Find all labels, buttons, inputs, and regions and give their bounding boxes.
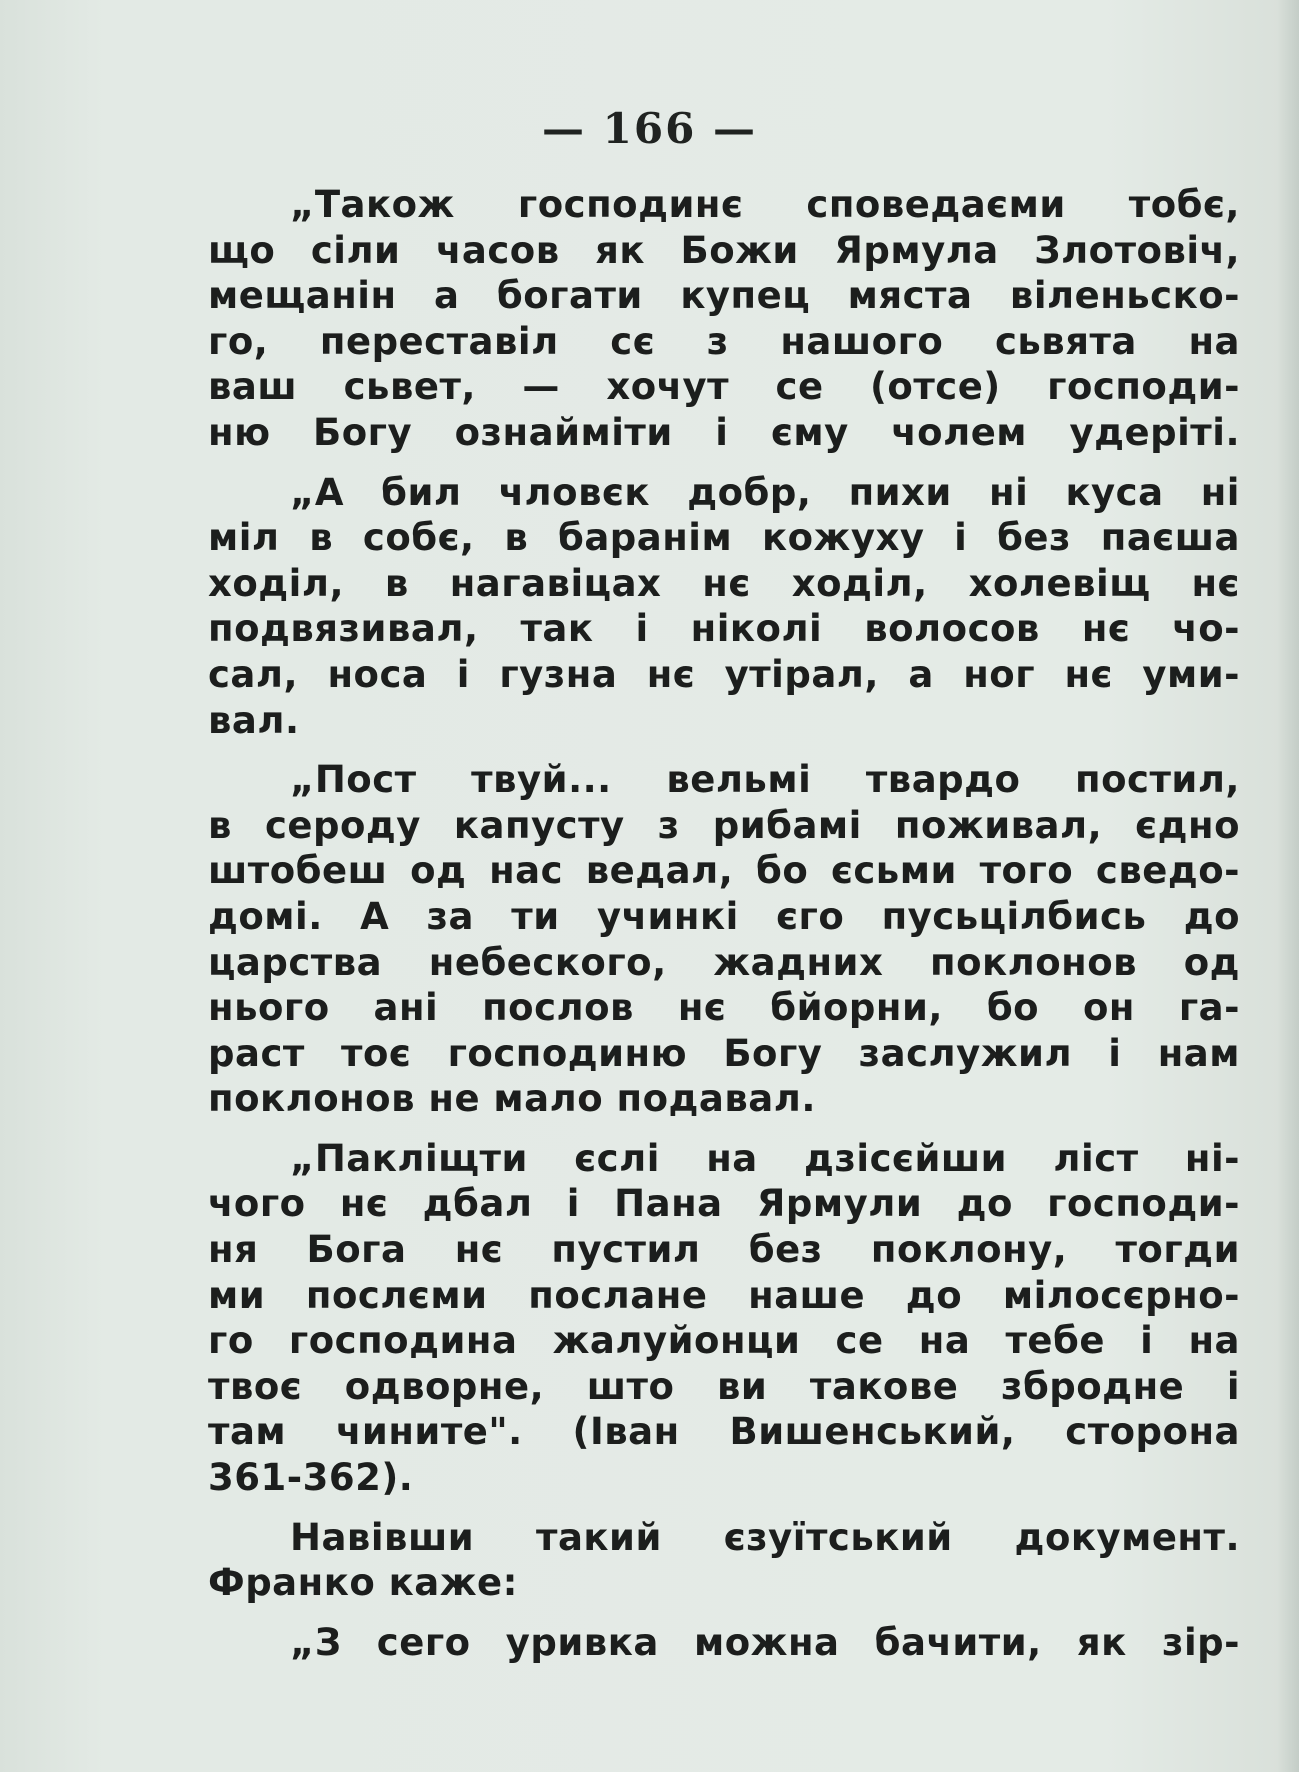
body-text [208, 182, 1240, 1679]
text-line: поклонов не мало подавал. [208, 1077, 816, 1121]
text-line: домі. А за ти учинкі єго пусьцілбись до [208, 894, 1240, 938]
text-line: що сіли часов як Божи Ярмула Злотовіч, [208, 228, 1240, 272]
text-line: „Пакліщти єслі на дзісєйши ліст ні- [290, 1136, 1240, 1180]
text-line: го господина жалуйонци се на тебе і на [208, 1319, 1240, 1363]
text-line: Франко каже: [208, 1561, 518, 1605]
text-line: вал. [208, 698, 300, 742]
text-line: „Також господинє споведаєми тобє, [290, 183, 1240, 226]
text-line: „З сего уривка можна бачити, як зір- [290, 1620, 1240, 1664]
text-line: чого нє дбал і Пана Ярмули до господи- [208, 1182, 1240, 1226]
paragraph [208, 1515, 1240, 1606]
text-line: „А бил чловєк добр, пихи ні куса ні [290, 470, 1240, 514]
text-line: твоє одворне, што ви такове збродне і [208, 1364, 1240, 1408]
text-line: 361-362). [208, 1456, 414, 1500]
text-line: го, переставіл сє з нашого сьвята на [208, 319, 1240, 363]
paragraph [208, 470, 1240, 744]
text-line: мещанін а богати купец мяста віленьско- [208, 274, 1240, 318]
text-line: ню Богу ознайміти і єму чолем удеріті. [208, 410, 1240, 454]
text-line: царства небеского, жадних поклонов од [208, 940, 1240, 984]
paragraph [208, 757, 1240, 1122]
text-line: сал, носа і гузна нє утірал, а ног нє уми- [208, 652, 1240, 696]
text-line: подвязивал, так і ніколі волосов нє чо- [208, 607, 1240, 651]
page-number: — 166 — [542, 104, 757, 153]
text-line: ходіл, в нагавіцах нє ходіл, холевіщ нє [208, 561, 1240, 605]
text-line: раст тоє господиню Богу заслужил і нам [208, 1031, 1240, 1075]
text-line: нього ані послов нє бйорни, бо он га- [208, 986, 1240, 1030]
text-line: „Пост твуй... вельмі твардо постил, [290, 758, 1240, 802]
text-line: штобеш од нас ведал, бо єсьми того сведо- [208, 849, 1240, 893]
text-line: там чините". (Іван Вишенський, сторона [208, 1410, 1240, 1454]
text-line: ми послєми послане наше до мілосєрно- [208, 1273, 1240, 1317]
paragraph [208, 182, 1240, 456]
text-line: ня Бога нє пустил без поклону, тогди [208, 1228, 1240, 1272]
text-line: ваш сьвет, — хочут се (отсе) господи- [208, 365, 1240, 409]
text-line: Навівши такий єзуїтський документ. [290, 1515, 1240, 1559]
text-line: в сероду капусту з рибамі поживал, єдно [208, 803, 1240, 847]
paragraph [208, 1620, 1240, 1666]
page-edge-shadow [1277, 0, 1299, 1772]
paragraph [208, 1136, 1240, 1501]
text-line: міл в собє, в баранім кожуху і без паєша [208, 516, 1240, 560]
